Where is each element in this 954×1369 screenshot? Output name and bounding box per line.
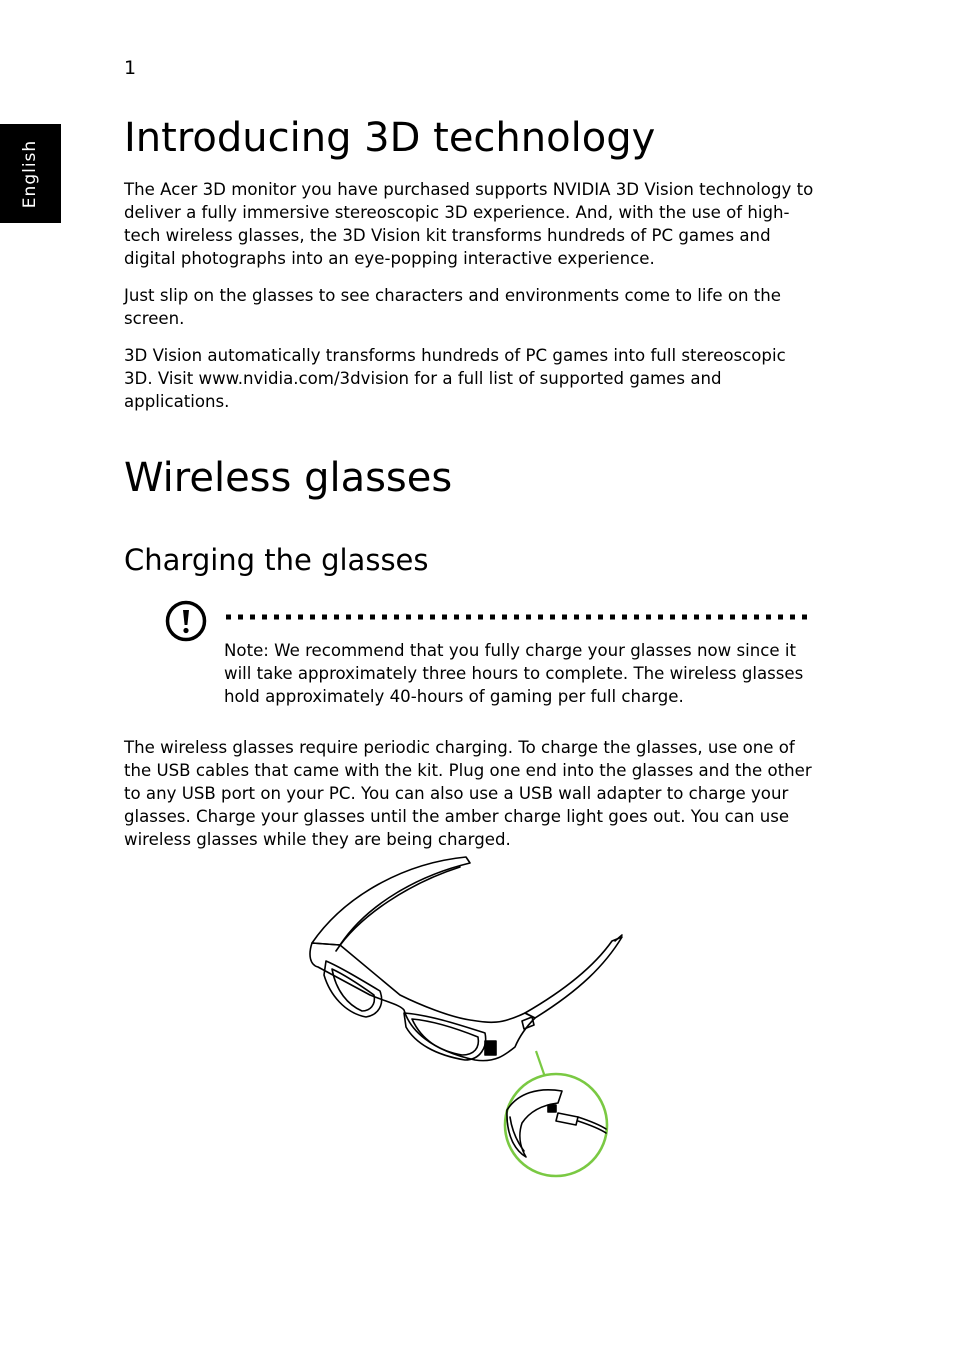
charging-paragraph: The wireless glasses require periodic charging. To charge the glasses, use one of the USB cables that came with the kit. Plug one end into the glasses and the other to any USB port on your PC. You can also use a USB wall adapter to charge your glasses. Charge your glasses until the amber charge light goes out. You can use wireless glasses while they are being charged. bbox=[124, 738, 812, 849]
wireless-glasses-illustration bbox=[300, 855, 630, 1180]
section-title-wireless: Wireless glasses bbox=[124, 455, 453, 501]
language-tab bbox=[0, 124, 61, 223]
intro-paragraph-3-end: for a full list of supported games and applications. bbox=[124, 369, 722, 411]
exclamation-circle-icon bbox=[164, 599, 208, 643]
intro-paragraph-2: Just slip on the glasses to see characters and environments come to life on the screen. bbox=[124, 286, 782, 328]
section-title-intro: Introducing 3D technology bbox=[124, 115, 656, 161]
note-dotted-divider bbox=[224, 613, 812, 621]
note-text bbox=[224, 639, 804, 708]
subsection-title-charging: Charging the glasses bbox=[124, 543, 429, 577]
page-number: 1 bbox=[124, 57, 137, 79]
nvidia-link[interactable]: www.nvidia.com/3dvision bbox=[198, 369, 410, 388]
intro-paragraph-3 bbox=[124, 344, 814, 413]
intro-paragraph-3-start: 3D Vision automatically transforms hundreds of PC games into full stereoscopic 3D. Visit bbox=[124, 346, 786, 388]
note-body: : We recommend that you fully charge your glasses now since it will take approximately three hours to complete. The wireless glasses hold approximately 40-hours of gaming per full charge. bbox=[224, 641, 804, 706]
intro-paragraph-1: The Acer 3D monitor you have purchased supports NVIDIA 3D Vision technology to deliver a fully immersive stereoscopic 3D experience. And, with the use of high-tech wireless glasses, the 3D Vision kit transforms hundreds of PC games and digital photographs into an eye-popping interactive experience. bbox=[124, 180, 814, 268]
language-tab-label: English bbox=[20, 139, 40, 209]
note-label: Note bbox=[224, 641, 264, 660]
